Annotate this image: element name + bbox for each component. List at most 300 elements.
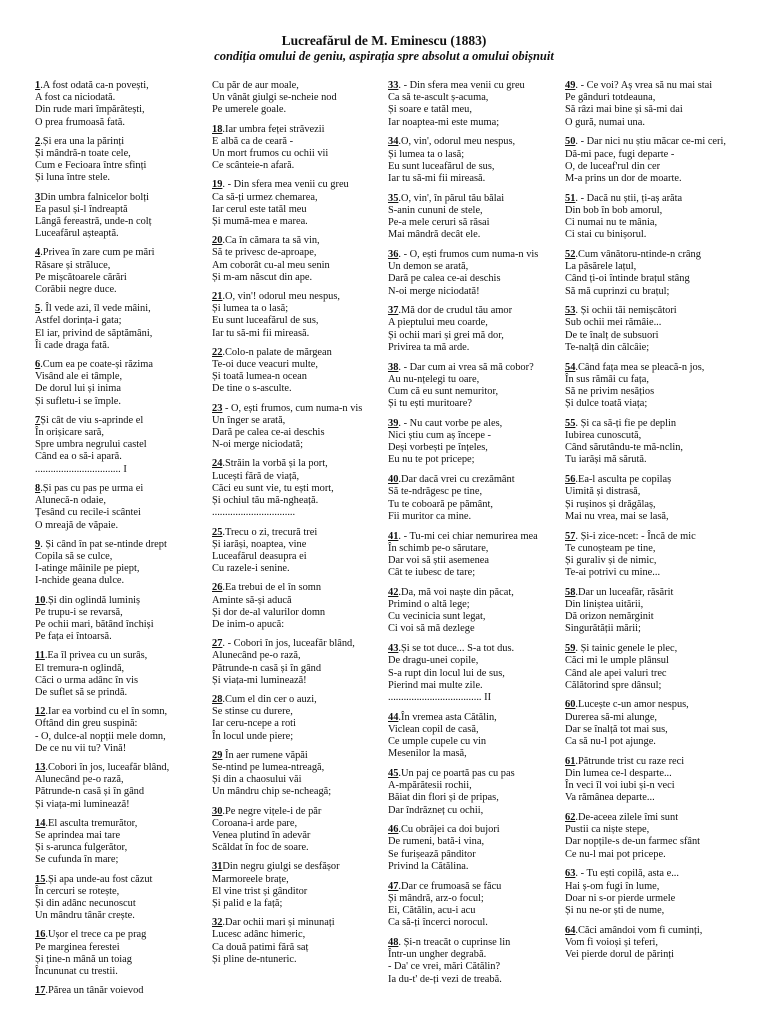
verse-text: Și mumă-mea e marea. [212, 216, 308, 228]
verse-text: Ea pasul și-l îndreaptă [35, 203, 128, 215]
verse-text: . Și-i zice-ncet: - Încă de mic [575, 530, 696, 542]
verse-line [35, 786, 207, 798]
verse-text: Dar nopțile-s de-un farmec sfânt [565, 836, 701, 848]
verse-text: Te-ai potrivi cu mine... [565, 567, 661, 579]
verse-line [565, 555, 745, 567]
verse-text: El tremura-n oglindă, [35, 662, 125, 674]
verse-line [565, 486, 745, 498]
stanza [565, 136, 745, 185]
verse-text: Eu sunt luceafărul de sus, [388, 160, 495, 172]
verse-text: Și toată lumea-n ocean [212, 371, 307, 383]
verse-text: Să te privesc de-aproape, [212, 247, 317, 259]
verse-text: De rumeni, bată-i vina, [388, 836, 485, 848]
verse-text: .Cum ea pe coate-și răzima [40, 359, 154, 371]
verse-line [565, 454, 745, 466]
stanza [565, 362, 745, 411]
stanza [212, 527, 380, 576]
verse-line [565, 905, 745, 917]
verse-line [565, 531, 745, 543]
verse-text: Iar tu să-mi fii mireasă. [212, 327, 310, 339]
verse-text: Să mă cuprinzi cu brațul; [565, 285, 670, 297]
verse-text: Când ale apei valuri trec [565, 667, 667, 679]
verse-line [212, 303, 380, 315]
verse-text: . Și când în pat se-ntinde drept [40, 538, 167, 550]
verse-text: Scăldat în foc de soare. [212, 842, 309, 854]
verse-line [565, 668, 745, 680]
verse-text: La păsărele lațul, [565, 261, 637, 273]
verse-text: . - O, ești frumos cum numa-n vis [398, 248, 539, 260]
verse-text: O mreajă de văpaie. [35, 519, 119, 531]
verse-line [565, 712, 745, 724]
verse-line [212, 886, 380, 898]
verse-text: Oftând din greu suspină: [35, 718, 138, 730]
verse-line [212, 898, 380, 910]
verse-line [212, 774, 380, 786]
verse-line [388, 893, 560, 905]
verse-line [212, 92, 380, 104]
verse-line [565, 398, 745, 410]
verse-line [388, 567, 560, 579]
stanza [388, 937, 560, 986]
verse-text: Și palid e la față; [212, 897, 283, 909]
verse-text: .Cum vânătoru-ntinde-n crâng [575, 248, 701, 260]
verse-text: ................................. I [35, 463, 127, 475]
verse-line [565, 374, 745, 386]
verse-line [565, 330, 745, 342]
verse-line [35, 575, 207, 587]
stanza [35, 874, 207, 923]
verse-line [388, 149, 560, 161]
verse-line [35, 966, 207, 978]
verse-line [35, 762, 207, 774]
verse-text: În orișicare sară, [35, 427, 104, 439]
verse-text: .Și din oglindă luminiș [45, 594, 141, 606]
verse-line [212, 861, 380, 873]
verse-line [212, 235, 380, 247]
verse-text: Se aprindea mai tare [35, 829, 121, 841]
verse-text: Și soare e tatăl meu, [388, 104, 472, 116]
stanza [35, 650, 207, 699]
verse-text: Nici știu cum aș începe - [388, 430, 492, 442]
verse-text: Lucești fără de viață, [212, 470, 300, 482]
verse-text: Și guraliv și de nimic, [565, 554, 657, 566]
verse-text: N-oi merge niciodată! [388, 285, 480, 297]
verse-text: . Și ochii tăi nemișcători [575, 305, 677, 317]
verse-text: ................................ [212, 507, 296, 519]
verse-line [565, 780, 745, 792]
verse-text: .Dar dacă vrei cu crezământ [398, 474, 515, 486]
verse-line [388, 161, 560, 173]
verse-line [35, 985, 207, 997]
stanza-number: 57 [565, 530, 576, 542]
verse-text: Iar ceru-ncepe a roti [212, 718, 296, 730]
verse-text: Vei pierde dorul de părinți [565, 949, 675, 961]
verse-text: Și din adânc necunoscut [35, 897, 136, 909]
verse-text: În cercuri se rotește, [35, 885, 120, 897]
stanza-number: 52 [565, 248, 576, 260]
verse-line [565, 149, 745, 161]
verse-line [212, 638, 380, 650]
verse-line [565, 768, 745, 780]
verse-text: .Părea un tânăr voievod [45, 985, 144, 997]
verse-text: Luceafărul deasupra ei [212, 550, 307, 562]
verse-line [388, 374, 560, 386]
verse-line [35, 483, 207, 495]
verse-line [212, 179, 380, 191]
verse-line [388, 249, 560, 261]
verse-text: O gură, numai una. [565, 116, 645, 128]
verse-line [388, 824, 560, 836]
verse-text: Și mândră, arz-o focul; [388, 892, 484, 904]
stanza-number: 45 [388, 767, 399, 779]
stanza-number: 31 [212, 861, 223, 873]
verse-line [35, 303, 207, 315]
verse-line [35, 160, 207, 172]
stanza [35, 80, 207, 129]
stanza [565, 812, 745, 861]
verse-text: Iar cerul este tatăl meu [212, 203, 307, 215]
verse-line [388, 949, 560, 961]
verse-text: Și dor de-al valurilor domn [212, 606, 326, 618]
verse-line [35, 328, 207, 340]
verse-text: Pe mișcătoarele cărări [35, 271, 127, 283]
verse-text: Eu nu te pot pricepe; [388, 454, 475, 466]
verse-text: Un mândru chip se-ncheagă; [212, 786, 332, 798]
poem-column-4 [565, 80, 745, 961]
verse-line [35, 595, 207, 607]
verse-line [565, 812, 745, 824]
verse-text: .De-aceea zilele îmi sunt [575, 812, 679, 824]
verse-line [35, 204, 207, 216]
verse-line [35, 929, 207, 941]
verse-line [565, 724, 745, 736]
verse-text: Te-oi duce veacuri multe, [212, 359, 319, 371]
verse-text: .Și apa unde-au fost căzut [45, 873, 153, 885]
verse-text: O prea frumoasă fată. [35, 116, 126, 128]
stanza [35, 539, 207, 588]
stanza-number: 55 [565, 417, 576, 429]
verse-text: . - Tu ești copilă, asta e... [575, 868, 679, 880]
verse-text: Și ține-n mână un toiag [35, 953, 132, 965]
verse-line [388, 668, 560, 680]
verse-text: Dar se înalță tot mai sus, [565, 723, 668, 735]
stanza-number: 63 [565, 868, 576, 880]
verse-text: Mai nu vrea, mai se lasă, [565, 510, 669, 522]
verse-text: . - Din sfera mea venii cu greu [398, 80, 525, 91]
verse-text: Pe trupu-i se revarsă, [35, 606, 123, 618]
verse-line [565, 92, 745, 104]
stanza-number: 51 [565, 192, 576, 204]
verse-line [565, 881, 745, 893]
verse-text: De te înalț de subsuori [565, 329, 659, 341]
verse-line [565, 386, 745, 398]
stanza [212, 806, 380, 855]
stanza [565, 531, 745, 580]
stanza-number: 21 [212, 291, 223, 303]
verse-text: S-anin cununi de stele, [388, 204, 483, 216]
stanza [565, 868, 745, 917]
stanza [565, 587, 745, 636]
verse-text: Și luna între stele. [35, 172, 111, 184]
stanza-number: 10 [35, 594, 46, 606]
verse-text: Ca două patimi fără saț [212, 941, 309, 953]
stanza-number: 64 [565, 924, 576, 936]
verse-text: Și mândră-n toate cele, [35, 148, 131, 160]
stanza [565, 249, 745, 298]
verse-text: .Dar un luceafăr, răsărit [575, 586, 674, 598]
verse-line [35, 464, 207, 476]
verse-line [212, 818, 380, 830]
verse-text: Durerea să-mi alunge, [565, 711, 658, 723]
stanza [388, 587, 560, 636]
verse-text: Pe umerele goale. [212, 104, 287, 116]
verse-line [388, 736, 560, 748]
verse-text: De ce nu vii tu? Vină! [35, 742, 127, 754]
verse-text: Un înger se arată, [212, 414, 286, 426]
verse-text: E albă ca de ceară - [212, 135, 294, 147]
verse-text: Cum că eu sunt nemuritor, [388, 385, 499, 397]
verse-line [388, 305, 560, 317]
verse-text: Mai mândră decât ele. [388, 229, 481, 241]
stanza [35, 415, 207, 476]
verse-text: Ia du-t' de-ți vezi de treabă. [388, 973, 502, 985]
verse-text: Când ea o să-i apară. [35, 451, 122, 463]
verse-text: Și m-am născut din ape. [212, 271, 313, 283]
verse-text: Dă-mi pace, fugi departe - [565, 148, 675, 160]
verse-text: .A fost odată ca-n povești, [40, 80, 149, 91]
verse-line [35, 619, 207, 631]
verse-text: Alunecând pe-o rază, [35, 774, 124, 786]
verse-line [565, 611, 745, 623]
verse-text: Și viața-mi luminează! [35, 798, 130, 810]
verse-text: De dorul lui și inima [35, 383, 122, 395]
verse-line [35, 104, 207, 116]
verse-line [388, 611, 560, 623]
verse-text: Eu sunt luceafărul de sus, [212, 315, 319, 327]
stanza-number: 8 [35, 482, 41, 494]
stanza-number: 36 [388, 248, 399, 260]
verse-line [35, 539, 207, 551]
verse-line [388, 511, 560, 523]
verse-line [388, 748, 560, 760]
verse-line [565, 317, 745, 329]
verse-line [35, 830, 207, 842]
verse-text: .Iar umbra feței străvezii [222, 123, 325, 135]
verse-line [35, 520, 207, 532]
verse-text: . Și-n treacăt o cuprinse lin [398, 936, 511, 948]
verse-line [388, 587, 560, 599]
verse-line [212, 607, 380, 619]
verse-text: Fii muritor ca mine. [388, 510, 472, 522]
verse-line [212, 539, 380, 551]
verse-text: .Lucește c-un amor nespus, [575, 699, 689, 711]
verse-line [565, 736, 745, 748]
stanza [388, 418, 560, 467]
verse-text: . - Ce voi? Aș vrea să nu mai stai [575, 80, 713, 91]
verse-text: Doar ni s-or pierde urmele [565, 892, 676, 904]
verse-text: Și viața-mi luminează! [212, 674, 307, 686]
stanza [35, 818, 207, 867]
verse-line [212, 495, 380, 507]
verse-text: Pustii ca niște stepe, [565, 824, 650, 836]
verse-text: Și ochiul tău mă-ngheață. [212, 495, 319, 507]
verse-text: Și dulce toată viața; [565, 398, 648, 410]
verse-text: Spre umbra negrului castel [35, 439, 147, 451]
verse-text: Pe fața ei întoarsă. [35, 631, 112, 643]
verse-line [212, 371, 380, 383]
verse-text: Se-ntind pe lumea-ntreagă, [212, 761, 325, 773]
verse-text: . Îl vede azi, îl vede mâini, [40, 303, 151, 315]
verse-text: Cum e Fecioara între sfinți [35, 160, 147, 172]
verse-line [388, 555, 560, 567]
verse-line [212, 663, 380, 675]
verse-line [388, 430, 560, 442]
verse-line [35, 650, 207, 662]
verse-line [212, 80, 380, 92]
verse-text: .Trecu o zi, trecură trei [222, 526, 318, 538]
verse-line [565, 849, 745, 861]
verse-line [565, 792, 745, 804]
verse-text: .Ea-l asculta pe copilaș [575, 474, 672, 486]
verse-text: . - Tu-mi cei chiar nemurirea mea [398, 530, 538, 542]
verse-text: Dar îndrăzneț cu ochii, [388, 804, 484, 816]
verse-text: .Colo-n palate de mărgean [222, 346, 332, 358]
verse-line [565, 286, 745, 298]
stanza [212, 582, 380, 631]
verse-line [212, 272, 380, 284]
verse-text: .Când fața mea se pleacă-n jos, [575, 361, 705, 373]
verse-text: .Și se tot duce... S-a tot dus. [398, 643, 515, 655]
stanza [565, 699, 745, 748]
verse-text: Mesenilor la masă, [388, 748, 467, 760]
verse-line [565, 229, 745, 241]
verse-line [565, 273, 745, 285]
verse-text: Te cunoșteam pe tine, [565, 542, 656, 554]
verse-line [212, 762, 380, 774]
stanza [565, 925, 745, 962]
stanza [388, 305, 560, 354]
verse-line [35, 92, 207, 104]
verse-line [35, 631, 207, 643]
verse-text: Astfel dorința-i gata; [35, 315, 122, 327]
verse-line [388, 317, 560, 329]
stanza [388, 362, 560, 411]
verse-line [212, 929, 380, 941]
stanza-number: 54 [565, 361, 576, 373]
verse-line [388, 398, 560, 410]
stanza-number: 50 [565, 136, 576, 148]
verse-line [565, 418, 745, 430]
verse-text: Un demon se arată, [388, 261, 469, 273]
verse-text: Dă orizon nemărginit [565, 611, 654, 623]
verse-text: Când ți-oi întinde brațul stâng [565, 273, 690, 285]
verse-text: Să râzi mai bine și să-mi dai [565, 104, 683, 116]
verse-line [565, 925, 745, 937]
verse-text: Ci stai cu binișorul. [565, 229, 647, 241]
verse-text: Într-un ungher degrabă. [388, 949, 487, 961]
verse-line [35, 731, 207, 743]
verse-line [388, 692, 560, 704]
stanza-number: 3 [35, 191, 41, 203]
verse-line [212, 563, 380, 575]
verse-text: S-a rupt din locul lui de sus, [388, 667, 505, 679]
verse-text: Și lumea ta o lasă; [388, 148, 465, 160]
stanza [388, 80, 560, 129]
verse-line [212, 619, 380, 631]
verse-text: Și tu ești muritoare? [388, 398, 472, 410]
verse-text: Coroana-i arde pare, [212, 817, 298, 829]
verse-line [565, 587, 745, 599]
verse-line [565, 824, 745, 836]
verse-line [212, 675, 380, 687]
verse-text: Venea plutind în adevăr [212, 829, 311, 841]
verse-text: Alunecă-n odaie, [35, 495, 106, 507]
verse-text: .Un paj ce poartă pas cu pas [398, 767, 515, 779]
verse-text: .Privea în zare cum pe mări [40, 247, 155, 259]
verse-line [565, 261, 745, 273]
verse-line [388, 937, 560, 949]
verse-line [35, 563, 207, 575]
stanza [212, 917, 380, 966]
stanza [212, 347, 380, 396]
stanza-number: 24 [212, 458, 223, 470]
verse-text: .Și pas cu pas pe urma ei [40, 482, 144, 494]
verse-line [212, 786, 380, 798]
verse-text: .În vremea asta Cătălin, [398, 711, 497, 723]
verse-line [35, 551, 207, 563]
verse-line [565, 499, 745, 511]
verse-line [212, 551, 380, 563]
stanza-number: 43 [388, 643, 399, 655]
verse-text: Ci numai nu te mânia, [565, 217, 658, 229]
verse-line [212, 806, 380, 818]
verse-line [212, 942, 380, 954]
verse-line [35, 675, 207, 687]
verse-line [212, 694, 380, 706]
verse-line [388, 229, 560, 241]
verse-text: I-nchide geana dulce. [35, 575, 125, 587]
stanza-number: 5 [35, 303, 41, 315]
verse-line [212, 427, 380, 439]
verse-text: Un mândru tânăr crește. [35, 910, 135, 922]
stanza-number: 38 [388, 361, 399, 373]
verse-line [388, 273, 560, 285]
verse-text: Ce umple cupele cu vin [388, 736, 487, 748]
verse-text: .O, vin', odorul meu nespus, [398, 136, 516, 148]
verse-text: Ca să-ți încerci norocul. [388, 917, 488, 929]
verse-text: . Și tainic genele le plec, [575, 643, 678, 655]
verse-line [388, 680, 560, 692]
verse-text: Pe ochii mari, bătând închiși [35, 618, 154, 630]
stanza-number: 61 [565, 755, 576, 767]
verse-line [212, 247, 380, 259]
stanza-number: 32 [212, 917, 223, 929]
stanza [35, 483, 207, 532]
verse-line [565, 161, 745, 173]
verse-text: Din umbra falnicelor bolți [40, 191, 149, 203]
verse-line [388, 599, 560, 611]
verse-line [388, 205, 560, 217]
poem-column-3 [388, 80, 560, 986]
stanza [565, 193, 745, 242]
verse-line [212, 917, 380, 929]
verse-text: Iar noaptea-mi este muma; [388, 116, 500, 128]
stanza-number: 23 [212, 402, 223, 414]
verse-line [388, 286, 560, 298]
verse-text: Când sărutându-te mă-nclin, [565, 442, 684, 454]
verse-text: Iubirea cunoscută, [565, 430, 642, 442]
verse-line [388, 342, 560, 354]
